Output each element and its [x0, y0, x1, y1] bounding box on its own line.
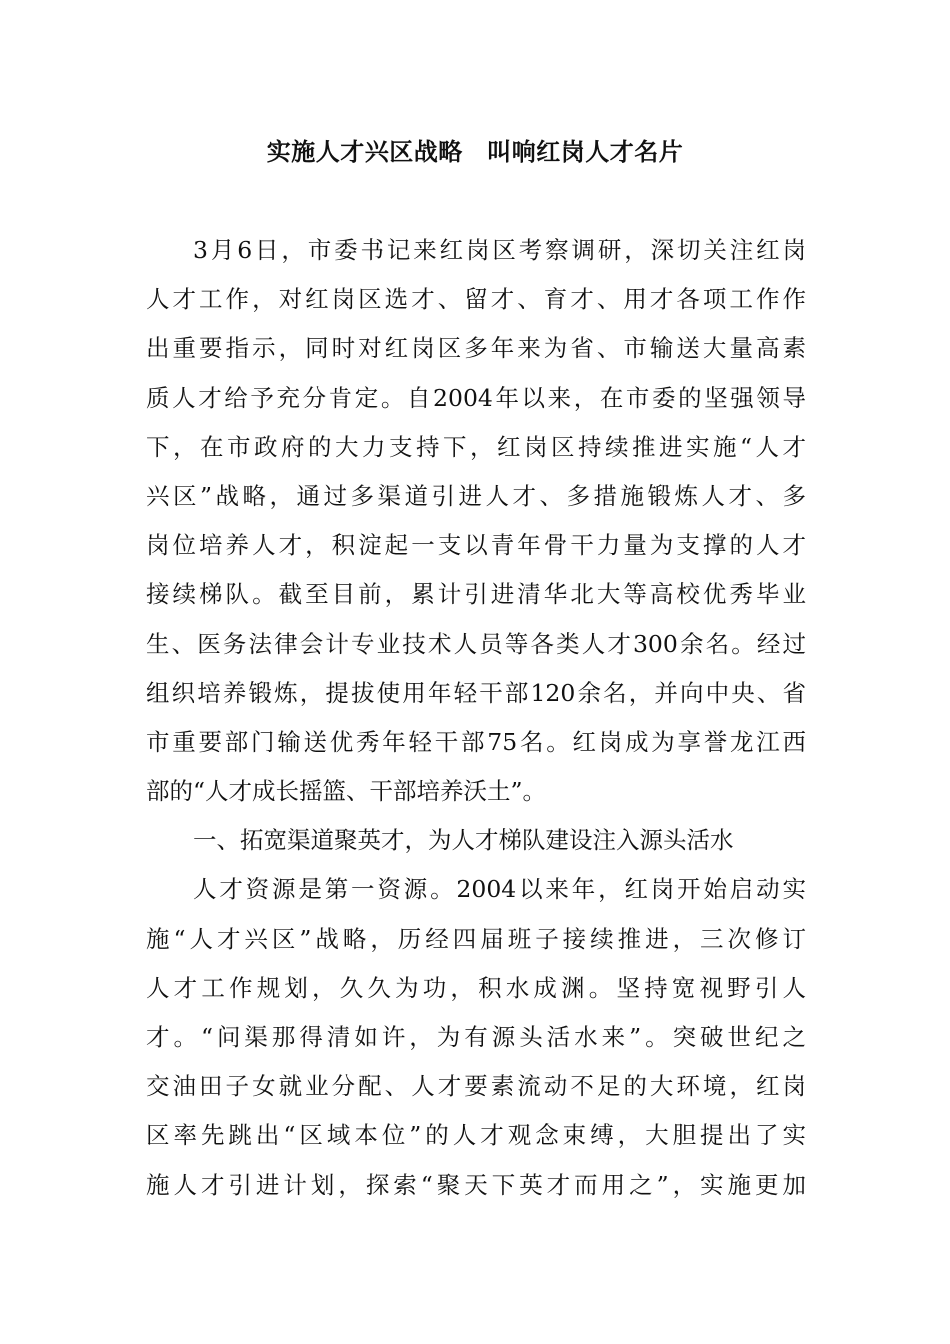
paragraph-line: 下，在市政府的大力支持下，红岗区持续推进实施“人才 — [146, 432, 806, 461]
paragraph-line: 人才工作规划，久久为功，积水成渊。坚持宽视野引人 — [146, 973, 806, 1002]
paragraph-line: 组织培养锻炼，提拔使用年轻干部120余名，并向中央、省 — [146, 678, 806, 707]
paragraph-line: 接续梯队。截至目前，累计引进清华北大等高校优秀毕业 — [146, 580, 806, 609]
section-heading: 一、拓宽渠道聚英才，为人才梯队建设注入源头活水 — [193, 826, 734, 855]
paragraph-line: 人才资源是第一资源。2004以来年，红岗开始启动实 — [193, 875, 806, 904]
paragraph-line: 人才工作，对红岗区选才、留才、育才、用才各项工作作 — [146, 285, 806, 314]
paragraph-line: 市重要部门输送优秀年轻干部75名。红岗成为享誉龙江西 — [146, 727, 806, 756]
document-title: 实施人才兴区战略 叫响红岗人才名片 — [266, 137, 684, 166]
document-body — [146, 226, 806, 1210]
paragraph-line: 交油田子女就业分配、人才要素流动不足的大环境，红岗 — [146, 1072, 806, 1101]
paragraph-line: 部的“人才成长摇篮、干部培养沃土”。 — [146, 777, 547, 806]
paragraph-line: 3月6日，市委书记来红岗区考察调研，深切关注红岗 — [193, 236, 806, 264]
paragraph-line: 兴区”战略，通过多渠道引进人才、多措施锻炼人才、多 — [146, 481, 806, 510]
paragraph-line: 才。“问渠那得清如许，为有源头活水来”。突破世纪之 — [146, 1023, 806, 1051]
paragraph-line: 岗位培养人才，积淀起一支以青年骨干力量为支撑的人才 — [146, 531, 806, 560]
paragraph-line: 质人才给予充分肯定。自2004年以来，在市委的坚强领导 — [146, 383, 806, 412]
paragraph-line: 施人才引进计划，探索“聚天下英才而用之”，实施更加 — [146, 1170, 806, 1199]
paragraph-line: 施“人才兴区”战略，历经四届班子接续推进，三次修订 — [146, 924, 806, 953]
paragraph-line: 生、医务法律会计专业技术人员等各类人才300余名。经过 — [146, 629, 806, 658]
paragraph-line: 出重要指示，同时对红岗区多年来为省、市输送大量高素 — [146, 334, 806, 363]
paragraph-line: 区率先跳出“区域本位”的人才观念束缚，大胆提出了实 — [146, 1121, 806, 1150]
